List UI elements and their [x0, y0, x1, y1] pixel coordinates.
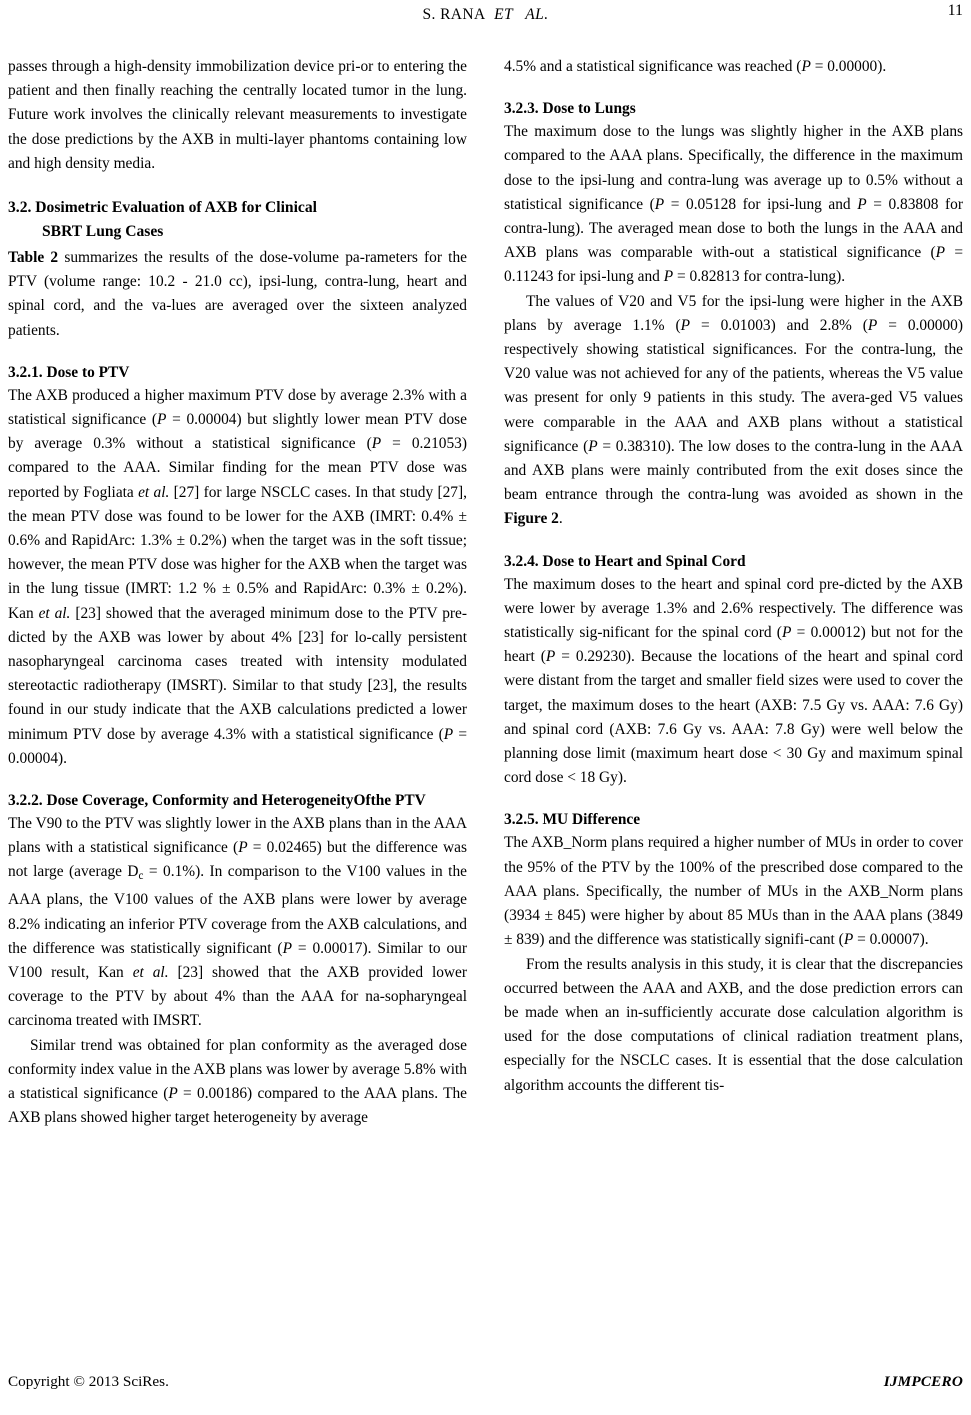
p-value-symbol: P	[663, 268, 674, 286]
paragraph-text: = 0.05128 for ipsi-lung and	[664, 195, 858, 213]
paragraph-text: Similar trend was obtained for plan conformity as the averaged dose conformity index value in the AXB plans was lower by average 5.8% with a statistical significance (	[8, 1036, 467, 1103]
paragraph-text: The maximum doses to the heart and spinal cord pre-dicted by the AXB were lower by average 1.3% and 2.6% respectively. The difference was statistically sig-nificant for the spinal cord (	[504, 575, 963, 642]
paragraph-continued-from-left-column	[504, 55, 963, 79]
paragraph-text: The V90 to the PTV was slightly lower in the AXB plans than in the AAA plans with a statistical significance (	[8, 815, 467, 857]
p-value-symbol: P	[168, 1085, 178, 1103]
paragraph-text: = 0.11243 for ipsi-lung and	[504, 244, 964, 286]
table2-reference: Table 2	[8, 249, 59, 267]
running-head-author: S. RANA	[422, 6, 486, 23]
p-value-symbol: P	[935, 244, 946, 262]
p-value-symbol: P	[545, 648, 556, 666]
paragraph-text: [23] showed that the AXB provided lower coverage to the PTV by about 4% than the AAA for na-sopharyngeal carcinoma treated with IMSRT.	[8, 964, 467, 1030]
paragraph-dose-to-heart-spinal-cord	[504, 573, 963, 791]
copyright-notice: Copyright © 2013 SciRes.	[8, 1373, 169, 1390]
paragraph-text: = 0.82813 for contra-lung).	[673, 268, 846, 286]
paragraph-dose-to-ptv	[8, 384, 467, 771]
paragraph-text: = 0.21053) compared to the AAA. Similar finding for the mean PTV dose was reported by Fogliata	[8, 435, 467, 501]
paragraph-text: From the results analysis in this study, it is clear that the discrepancies occurred between the AAA and AXB, and the dose prediction errors can be made when an in-sufficiently accurate dose calculation algorithm is used for the dose computations of clinical radiation treatment plans, especially for the NSCLC cases. It is essential that the dose calculation algorithm accounts the different tis-	[504, 955, 963, 1094]
p-value-symbol: P	[443, 725, 454, 743]
subsection-heading-3-2-2-line2: Ofthe PTV	[353, 792, 426, 810]
p-value-symbol: P	[157, 411, 167, 429]
et-al-italic: et al.	[38, 604, 71, 622]
running-head-title	[0, 6, 971, 24]
paragraph-text: = 0.00186) compared to the AAA plans. The AXB plans showed higher target heterogeneity by average	[8, 1085, 467, 1127]
paragraph-text: The values of V20 and V5 for the ipsi-lung were higher in the AXB plans by average 1.1% (	[504, 292, 963, 334]
p-value-symbol: P	[867, 316, 878, 334]
journal-abbreviation: IJMPCERO	[883, 1373, 963, 1390]
et-al-italic: et al.	[138, 483, 170, 501]
paragraph-dose-coverage	[8, 812, 467, 1034]
paragraph-dose-to-lungs	[504, 120, 963, 289]
section-heading-3-2	[8, 196, 467, 244]
subsection-heading-3-2-1: 3.2.1. Dose to PTV	[8, 363, 130, 381]
page-body	[8, 55, 963, 1345]
paragraph-text: = 0.00004) but slightly lower mean PTV dose by average 0.3% without a statistical significance (	[8, 411, 467, 453]
p-value-symbol: P	[654, 195, 665, 213]
paragraph-results-analysis	[504, 953, 963, 1098]
paragraph-text: = 0.83808 for contra-lung). The averaged mean dose to both the lungs in the AAA and AXB plans was comparable with-out a statistical significance (	[504, 195, 963, 262]
section-heading-3-2-line2: SBRT Lung Cases	[42, 223, 164, 241]
paragraph-text: = 0.1%). In comparison to the V100 values in the AAA plans, the V100 values of the AXB plans were lower by average 8.2% indicating an inferior PTV coverage from the AXB calculations, and the difference was statistically significant (	[8, 863, 467, 957]
paragraph-text: = 0.00007).	[853, 931, 929, 949]
paragraph-text: = 0.00012) but not for the heart (	[504, 624, 963, 666]
p-value-symbol: P	[857, 195, 867, 213]
paragraph-plan-conformity	[8, 1034, 467, 1131]
p-value-symbol: P	[588, 437, 598, 455]
paragraph-mu-difference	[504, 831, 963, 952]
paragraph-text: summarizes the results of the dose-volume pa-rameters for the PTV (volume range: 10.2 - 21.0 cc), ipsi-lung, contra-lung, heart and spinal cord, and the va-lues are averaged over the sixteen analyzed patients.	[8, 249, 467, 339]
subsection-heading-3-2-2	[8, 790, 467, 812]
right-column	[504, 55, 963, 1345]
subsection-heading-3-2-3: 3.2.3. Dose to Lungs	[504, 100, 636, 118]
subsection-heading-3-2-5: 3.2.5. MU Difference	[504, 811, 641, 829]
paragraph-text: = 0.01003) and 2.8% (	[690, 316, 868, 334]
subsection-heading-3-2-4: 3.2.4. Dose to Heart and Spinal Cord	[504, 552, 746, 570]
paragraph-text: = 0.00000).	[810, 58, 887, 75]
running-head	[0, 0, 971, 30]
paragraph-text: = 0.00000) respectively showing statistical significances. For the contra-lung, the V20 value was not achieved for any of the patients, whereas the V5 value was present for only 9 patients in this study. The avera-ged V5 values were comparable in the AAA and AXB plans without a statistical significance (	[504, 316, 963, 455]
paragraph-text: passes through a high-density immobilization device pri-or to entering the patient and then finally reaching the centrally located tumor in the lung. Future work involves the clinically relevant measurements to investigate the dose predictions by the AXB in multi-layer phantoms containing low and high density media.	[8, 58, 467, 172]
p-value-symbol: P	[781, 624, 792, 642]
p-value-symbol: P	[801, 58, 811, 75]
et-al-italic: et al.	[132, 964, 169, 982]
paragraph-text: The AXB produced a higher maximum PTV dose by average 2.3% with a statistical significance (	[8, 386, 467, 429]
left-column	[8, 55, 467, 1345]
paragraph-text: = 0.38310). The low doses to the contra-lung in the AAA and AXB plans were mainly contributed from the exit doses since the beam entrance through the contra-lung was avoided as shown in the	[504, 437, 964, 504]
subsection-heading-3-2-2-line1: 3.2.2. Dose Coverage, Conformity and Heterogeneity	[8, 792, 354, 810]
page-number: 11	[947, 2, 963, 19]
paragraph-text: The maximum dose to the lungs was slightly higher in the AXB plans compared to the AAA plans. Specifically, the difference in the maximum dose to the ipsi-lung and contra-lung was average up to 0.5% without a statistical significance (	[504, 123, 963, 213]
figure2-reference: Figure 2	[504, 510, 559, 528]
paragraph-v20-v5-values	[504, 290, 963, 532]
p-value-symbol: P	[238, 839, 248, 857]
paragraph-table2-summary	[8, 246, 467, 343]
dc-subscript: c	[138, 870, 144, 883]
p-value-symbol: P	[371, 435, 382, 453]
page-footer	[8, 1373, 963, 1397]
paragraph-continued-from-previous-page	[8, 55, 467, 176]
paragraph-text: [27] for large NSCLC cases. In that study [27], the mean PTV dose was found to be lower for the AXB (IMRT: 0.4% ± 0.6% and RapidArc: 1.3% ± 0.2%) when the target was in the soft tissue; however, the mean PTV dose was higher for the AXB when the target was in the lung tissue (IMRT: 1.2 % ± 0.5% and RapidArc: 0.3% ± 0.2%). Kan	[8, 483, 467, 622]
p-value-symbol: P	[843, 931, 854, 949]
paragraph-text: = 0.00017). Similar to our V100 result, Kan	[8, 939, 467, 982]
paragraph-text: 4.5% and a statistical significance was reached (	[504, 58, 802, 75]
paragraph-text: = 0.29230). Because the locations of the heart and spinal cord were distant from the target and smaller field sizes were used to cover the target, the maximum doses to the heart (AXB: 7.5 Gy vs. AAA: 7.6 Gy) and spinal cord (AXB: 7.6 Gy vs. AAA: 7.8 Gy) were well below the planning dose limit (maximum heart dose < 30 Gy and maximum spinal cord dose < 18 Gy).	[504, 648, 963, 787]
paragraph-text: [23] showed that the averaged minimum dose to the PTV pre-dicted by the AXB was lower by about 4% [23] for lo-cally persistent nasopharyngeal carcinoma cases treated with intensity modulated stereotactic radiotherapy (IMSRT). Similar to that study [23], the results found in our study indicate that the AXB calculations predicted a lower minimum PTV dose by average 4.3% with a statistical significance (	[8, 604, 467, 743]
paragraph-text: The AXB_Norm plans required a higher number of MUs in order to cover the 95% of the PTV by the 100% of the prescribed dose compared to the AAA plans. Specifically, the number of MUs in the AXB_Norm plans (3934 ± 845) were higher by about 85 MUs than in the AAA plans (3849 ± 839) and the difference was statistically signifi-cant (	[504, 834, 963, 949]
paragraph-text: .	[558, 510, 563, 528]
p-value-symbol: P	[680, 316, 691, 334]
p-value-symbol: P	[282, 939, 292, 957]
running-head-etal: ET AL.	[494, 6, 549, 23]
paragraph-text: = 0.02465) but the difference was not large (average D	[8, 839, 467, 881]
section-heading-3-2-line1: 3.2. Dosimetric Evaluation of AXB for Clinical	[8, 199, 317, 217]
paragraph-text: = 0.00004).	[8, 725, 467, 767]
